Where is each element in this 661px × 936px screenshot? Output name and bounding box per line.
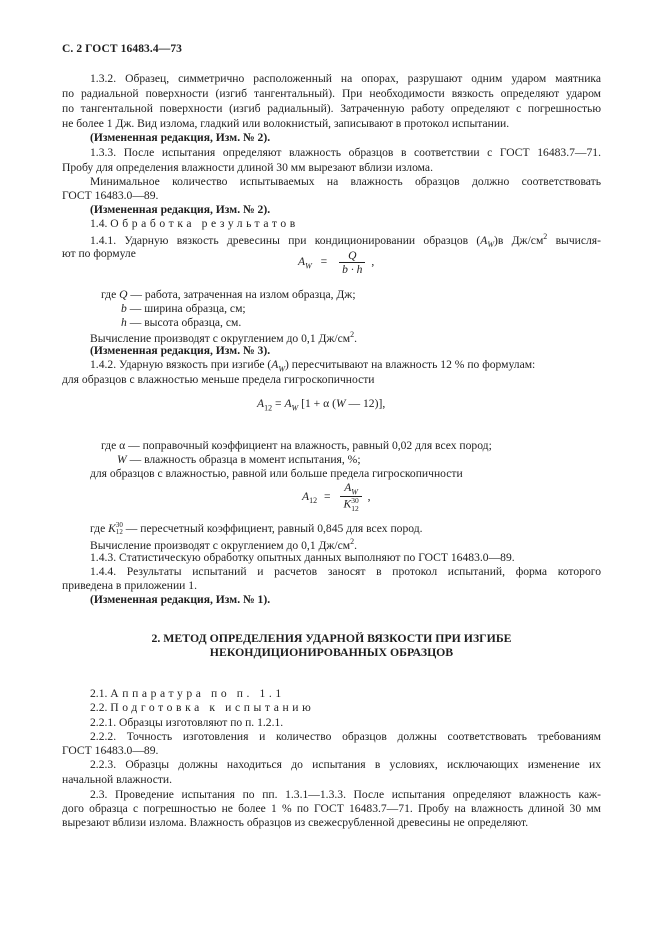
fraction-numerator: Q <box>339 249 365 263</box>
text-run: )в Дж/см <box>494 233 544 247</box>
paragraph-line: для образцов с влажностью, равной или больше предела гигроскопичности <box>90 467 463 480</box>
fraction-denominator <box>340 497 361 513</box>
paragraph-line: ГОСТ 16483.0—89. <box>62 189 159 202</box>
subheading-number: 2.2. <box>90 701 111 714</box>
definition-line <box>90 522 423 536</box>
variable: b <box>121 302 127 315</box>
text-run: Вычисление производят с округлением до 0,1 Дж/см <box>90 331 351 345</box>
text-run: где <box>90 522 109 535</box>
definition-line <box>117 453 361 466</box>
superscript: 2 <box>543 232 548 241</box>
index-upper: 30 <box>351 496 359 506</box>
text-run: — работа, затраченная на излом образца, Дж; <box>127 288 356 301</box>
text-run: — высота образца, см. <box>126 316 242 329</box>
section-subheading <box>90 687 285 700</box>
amendment-note: (Измененная редакция, Изм. № 3). <box>90 344 271 357</box>
formula-symbol: K <box>343 497 352 511</box>
amendment-note: (Измененная редакция, Изм. № 2). <box>90 203 271 216</box>
text-run: вычисля- <box>547 233 601 247</box>
index-upper: 30 <box>115 521 123 530</box>
formula-fraction <box>340 481 361 513</box>
formula-symbol: A <box>257 397 265 410</box>
paragraph-line: ГОСТ 16483.0—89. <box>62 744 159 757</box>
fraction-numerator <box>340 481 361 497</box>
paragraph-line: для образцов с влажностью меньше предела гигроскопичности <box>62 373 375 386</box>
text-run: — влажность образца в момент испытания, %; <box>126 453 361 466</box>
text-run: 1.4.1. Ударную вязкость древесины при кондиционировании образцов ( <box>90 233 481 247</box>
subheading-title: Обработка результатов <box>110 217 299 230</box>
formula-operator: = <box>272 397 285 410</box>
paragraph-line: 2.3. Проведение испытания по пп. 1.3.1—1.3.3. После испытания определяют влажность каж- <box>90 788 601 801</box>
subheading-title: Подготовка к испытанию <box>110 701 315 714</box>
formula-subscript: W <box>291 403 299 413</box>
formula-subscript: 12 <box>309 496 318 506</box>
formula-part: — 12)], <box>345 397 386 410</box>
amendment-note: (Измененная редакция, Изм. № 2). <box>90 131 271 144</box>
formula-operator: = <box>324 489 331 503</box>
superscript: 2 <box>350 537 355 546</box>
paragraph-line: Минимальное количество испытываемых на влажность образцов должно соответствовать <box>90 175 601 188</box>
text-run: — ширина образца, см; <box>126 302 246 315</box>
symbol-A: A <box>271 358 279 371</box>
variable: h <box>121 316 127 329</box>
formula-tail: , <box>364 489 371 503</box>
formula-above-saturation <box>302 481 370 513</box>
paragraph-line: вырезают вблизи излома. Влажность образцов из свежесрубленной древесины не определяют. <box>62 816 529 829</box>
paragraph-line: начальной влажности. <box>62 773 173 786</box>
fraction-denominator: b · h <box>342 263 363 276</box>
definition-line: где α — поправочный коэффициент на влажность, равный 0,02 для всех пород; <box>101 439 492 452</box>
paragraph-line: 1.4.3. Статистическую обработку опытных данных выполняют по ГОСТ 16483.0—89. <box>90 551 515 564</box>
subheading-title: Аппаратура по п. 1.1 <box>110 687 285 700</box>
coefficient-indices <box>116 522 123 536</box>
formula-symbol: A <box>344 481 352 494</box>
formula-impact-strength <box>298 249 374 276</box>
paragraph-line: 1.4.4. Результаты испытаний и расчетов заносят в протокол испытаний, форма которого <box>90 565 601 578</box>
text-run: где <box>101 288 120 301</box>
amendment-note: (Измененная редакция, Изм. № 1). <box>90 593 271 606</box>
paragraph-line: Пробу для определения влажности длиной 30 мм вырезают вблизи излома. <box>62 161 433 174</box>
formula-subscript: W <box>351 487 358 497</box>
paragraph-line <box>90 330 357 345</box>
paragraph-line <box>90 358 535 373</box>
paragraph-line: 1.3.2. Образец, симметрично расположенный на опорах, разрушают одним ударом маятника <box>90 72 601 85</box>
formula-symbol: W <box>335 397 346 410</box>
superscript: 2 <box>350 330 355 339</box>
text-run: ) пересчитывают на влажность 12 % по формулам: <box>285 358 536 371</box>
paragraph-line: по радиальной поверхности (изгиб тангентальный). При необходимости вязкость определяют ударом <box>62 87 601 100</box>
section-heading: 2. МЕТОД ОПРЕДЕЛЕНИЯ УДАРНОЙ ВЯЗКОСТИ ПРИ ИЗГИБЕ <box>151 631 512 645</box>
section-subheading <box>90 701 314 714</box>
paragraph-line: приведена в приложении 1. <box>62 579 197 592</box>
section-subheading <box>90 217 299 230</box>
text-run: . <box>354 331 358 345</box>
text-run: — пересчетный коэффициент, равный 0,845 для всех пород. <box>122 522 423 535</box>
formula-subscript: 12 <box>264 403 273 413</box>
formula-symbol: A <box>298 255 306 269</box>
section-heading-continued: НЕКОНДИЦИОНИРОВАННЫХ ОБРАЗЦОВ <box>209 645 454 659</box>
subheading-number: 2.1. <box>90 687 111 700</box>
index-lower: 12 <box>115 528 123 537</box>
formula-operator: = <box>320 255 328 269</box>
subheading-number: 1.4. <box>90 217 111 230</box>
paragraph-line: по тангентальной поверхности (изгиб радиальный). Затраченную работу определяют с погрешностью <box>62 102 601 115</box>
paragraph-line: ют по формуле <box>62 247 136 260</box>
paragraph-line <box>62 232 601 249</box>
symbol-subscript: W <box>487 240 495 250</box>
paragraph-line: 2.2.1. Образцы изготовляют по п. 1.2.1. <box>90 716 284 729</box>
definition-line <box>101 288 356 301</box>
page-header: С. 2 ГОСТ 16483.4—73 <box>62 43 183 55</box>
variable: Q <box>119 288 128 301</box>
formula-symbol: A <box>284 397 292 410</box>
definition-line <box>121 302 246 315</box>
variable: K <box>108 522 116 535</box>
formula-fraction <box>339 249 365 276</box>
formula-below-saturation <box>257 397 385 412</box>
coefficient-indices <box>351 497 359 513</box>
formula-symbol: A <box>302 489 310 503</box>
formula-tail: , <box>368 255 375 269</box>
paragraph-line: 1.3.3. После испытания определяют влажность образцов в соответствии с ГОСТ 16483.7—71. <box>90 146 601 159</box>
variable: W <box>117 453 127 466</box>
paragraph-line: 2.2.2. Точность изготовления и количество образцов должны соответствовать требованиям <box>90 730 601 743</box>
text-run: 1.4.2. Ударную вязкость при изгибе ( <box>90 358 272 371</box>
definition-line <box>121 316 241 329</box>
paragraph-line: не более 1 Дж. Вид излома, гладкий или волокнистый, записывают в протокол испытании. <box>62 117 510 130</box>
formula-subscript: W <box>305 261 312 271</box>
paragraph-line <box>90 537 357 552</box>
symbol-subscript: W <box>278 364 285 374</box>
formula-part: [1 + α ( <box>298 397 336 410</box>
paragraph-line: 2.2.3. Образцы должны находиться до испытания в условиях, исключающих изменение их <box>90 758 601 771</box>
text-run: Вычисление производят с округлением до 0,1 Дж/см <box>90 538 351 552</box>
paragraph-line: дого образца с погрешностью не более 1 % по ГОСТ 16483.7—71. Пробу на влажность длиной 30 мм <box>62 802 601 815</box>
text-run: . <box>354 538 358 552</box>
symbol-A: A <box>480 233 488 247</box>
index-lower: 12 <box>351 504 359 514</box>
